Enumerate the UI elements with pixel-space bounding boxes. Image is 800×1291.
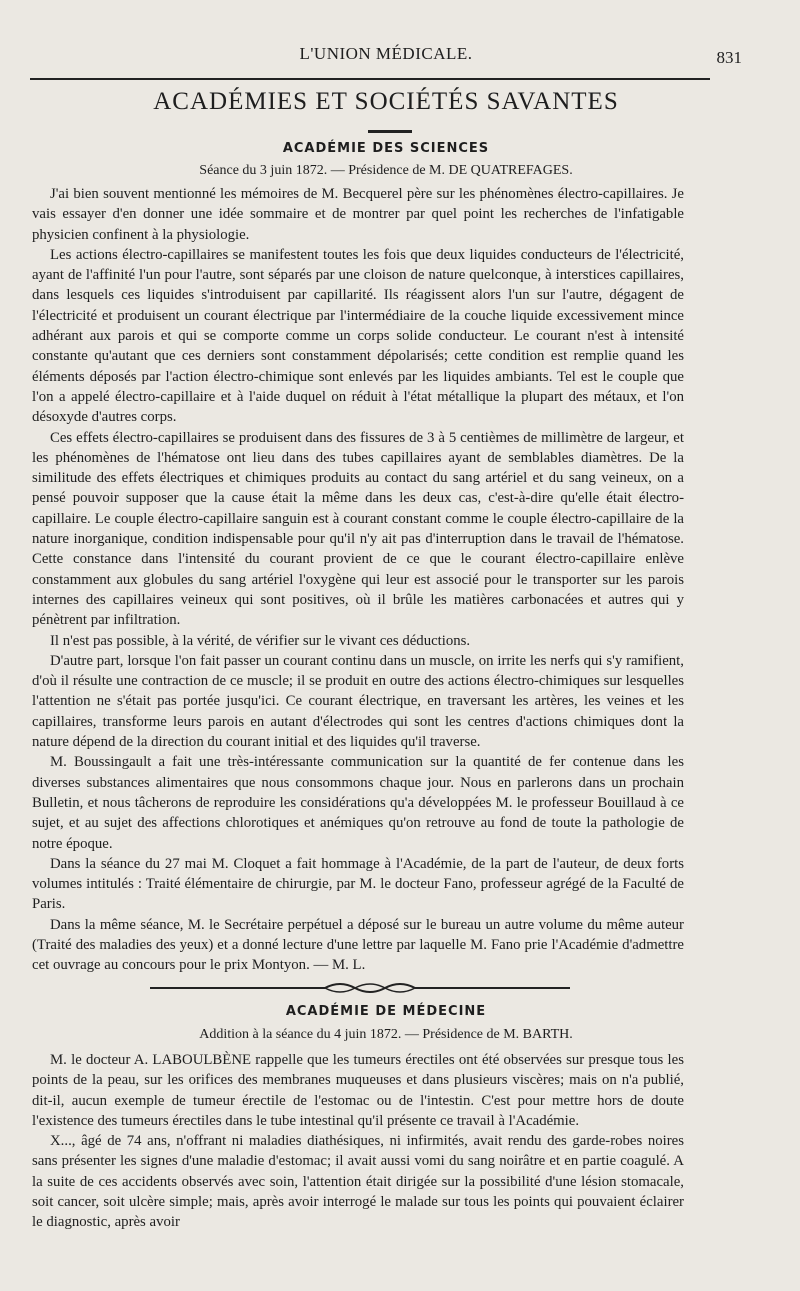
medecine-heading: ACADÉMIE DE MÉDECINE [285,1004,487,1019]
header-rule [30,78,710,80]
paragraph: Il n'est pas possible, à la vérité, de vérifier sur le vivant ces déductions. [50,632,471,649]
last-paragraph [32,915,684,976]
running-header [30,44,742,70]
sciences-heading: ACADÉMIE DES SCIENCES [282,141,490,156]
journal-title: L'UNION MÉDICALE. [299,44,473,63]
paragraph: M. le docteur A. LABOULBÈNE rappelle que les tumeurs érectiles ont été observées sur presque tous les points de la peau, sur les orifices des membranes muqueuses et dans plusieurs viscères; mais on n'a publié, dit-il, aucun exemple de tumeur érectile de l'estomac ou de l'intestin. C'est pour mettre hors de doute l'existence des tumeurs érectiles dans le tube intestinal qu'il présente ce travail à l'Académie. [32,1052,684,1129]
paragraph: Ces effets électro-capillaires se produisent dans des fissures de 3 à 5 centièmes de millimètre de largeur, et les phénomènes de l'hématose ont lieu dans des tubes capillaires ayant de semblables diamètres. De la similitude des effets électriques et chimiques produits au contact du sang artériel et du sang veineux, on a pensé pouvoir supposer que la cause était la même dans les deux cas, c'est-à-dire qu'elle était électro-capillaire. Le couple électro-capillaire sanguin est à courant constant comme le couple électro-capillaire de la nature inorganique, condition indispensable pour qu'il n'y ait pas d'interruption dans le travail de l'hématose. Cette constance dans l'intensité du courant provient de ce que le courant électro-capillaire enlève constamment aux globules du sang artériel l'oxygène qui leur est associé pour le transporter sur les parois internes des capillaires veineux qui sont positives, où il brûle les matières carbonacées et autres qui y pénètrent par infiltration. [32,429,684,629]
sciences-article [32,184,684,976]
paragraph: Les actions électro-capillaires se manifestent toutes les fois que deux liquides conducteurs de l'électricité, ayant de l'affinité l'un pour l'autre, sont séparés par une cloison de nature quelconque, à interstices capillaires, dans lesquels ces liquides s'introduisent par capillarité. Ils réagissent alors l'un sur l'autre, dégagent de l'électricité et produisent un courant électrique par l'intermédiaire de la couche liquide excessivement mince adhérant aux parois et qui se comporte comme un corps solide conducteur. Le courant n'est à intensité constante qu'autant que ces derniers sont constamment dépolarisés; cette condition est remplie quand les éléments déposés par l'action électro-chimique sont enlevés par les liquides ambiants. Tel est le couple que l'on a appelé électro-capillaire et à l'aide duquel on réduit à l'état métallique la plupart des métaux, et l'on désoxyde d'autres corps. [32,246,684,426]
medecine-article [32,1050,684,1233]
paragraph: X..., âgé de 74 ans, n'offrant ni maladies diathésiques, ni infirmités, avait rendu des garde-robes noires sans présenter les signes d'une maladie d'estomac; il avait aussi vomi du sang noirâtre et en partie coagulé. A la suite de ces accidents observés avec soin, l'attention était dirigée sur la possibilité d'une lésion stomacale, soit cancer, soit ulcère simple; mais, après avoir interrogé le malade sur tous les points qui pouvaient éclairer le diagnostic, après avoir [32,1133,684,1231]
paragraph: D'autre part, lorsque l'on fait passer un courant continu dans un muscle, on irrite les nerfs qui s'y ramifient, d'où il résulte une contraction de ce muscle; il se produit en outre des actions électro-chimiques sur lesquelles l'attention ne s'était pas portée jusqu'ici. Ce courant électrique, en traversant les artères, les veines et les capillaires, transforme leurs parois en autant d'électrodes qui sont les centres d'actions chimiques dont la nature dépend de la direction du courant initial et des liquides qu'il traverse. [32,652,684,751]
title-rule [368,130,412,133]
paragraph-text: Dans la même séance, M. le Secrétaire perpétuel a déposé sur le bureau un autre volume du même auteur (Traité des maladies des yeux) et a donné lecture d'une lettre par laquelle M. Fano prie l'Académie d'admettre cet ouvrage au concours pour le prix Montyon. [32,916,684,974]
sciences-session: Séance du 3 juin 1872. — Présidence de M. DE QUATREFAGES. [199,163,573,178]
paragraph: J'ai bien souvent mentionné les mémoires de M. Becquerel père sur les phénomènes électro-capillaires. Je vais essayer d'en donner une idée sommaire et de montrer par quel point les recherches de l'infatigable physicien confinent à la physiologie. [32,186,684,243]
medecine-session: Addition à la séance du 4 juin 1872. — Présidence de M. BARTH. [199,1027,573,1042]
signature: — M. L. [313,957,366,974]
section-divider-ornament [150,980,570,996]
paragraph: M. Boussingault a fait une très-intéressante communication sur la quantité de fer contenue dans les diverses substances alimentaires que nous consommons chaque jour. Nous en parlerons dans un prochain Bulletin, et nous tâcherons de reproduire les considérations qu'a développées M. le professeur Bouillaud à ce sujet, et au sujet des affections chlorotiques et anémiques qu'on retrouve au fond de toute la pathologie de notre époque. [32,754,684,852]
section-title: ACADÉMIES ET SOCIÉTÉS SAVANTES [153,88,619,115]
paragraph: Dans la séance du 27 mai M. Cloquet a fait hommage à l'Académie, de la part de l'auteur, de deux forts volumes intitulés : Traité élémentaire de chirurgie, par M. le docteur Fano, professeur agrégé de la Faculté de Paris. [32,855,684,913]
page-number: 831 [716,48,742,67]
